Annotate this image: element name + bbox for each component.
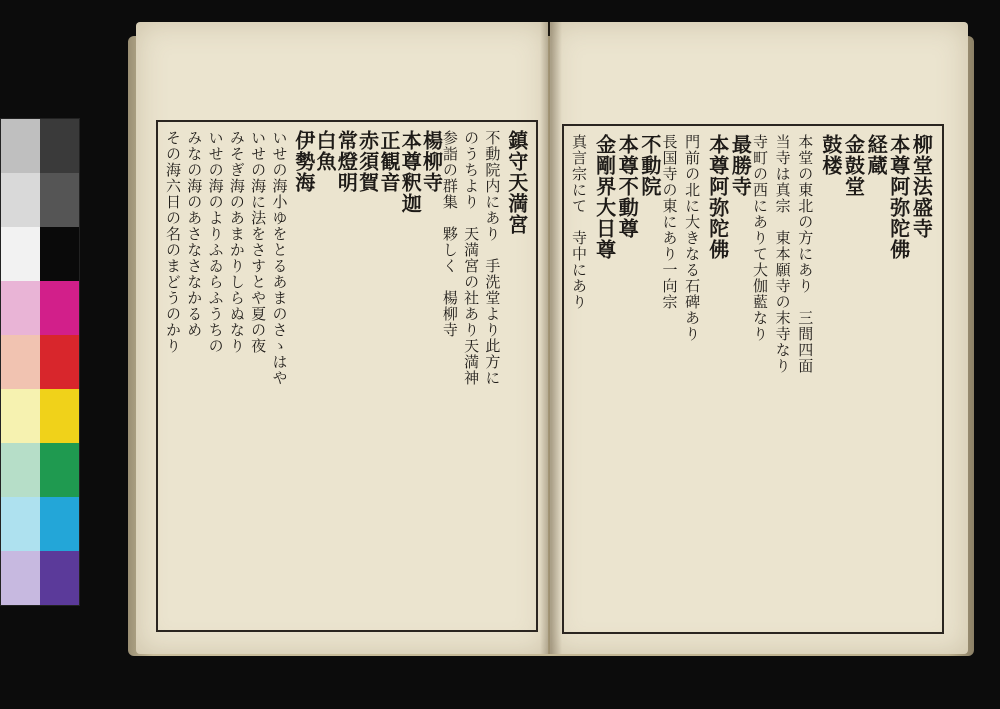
left-page <box>136 22 548 654</box>
right-page-frame <box>562 124 944 634</box>
text-column: みそぎ海のあまかりしらぬなり <box>227 130 246 354</box>
color-swatch <box>1 173 40 227</box>
text-column: 不動院 <box>637 134 662 197</box>
text-column: 本堂の東北の方にあり 三間四面 <box>796 134 815 374</box>
text-column: 赤須賀 <box>355 130 380 193</box>
color-swatch <box>40 443 79 497</box>
text-column: みなの海のあさなさなかるめ <box>185 130 204 338</box>
text-column: 真言宗にて 寺中にあり <box>570 134 588 310</box>
text-column: 白魚 <box>313 130 338 172</box>
text-column: 柳堂法盛寺 <box>909 134 934 239</box>
text-column: 当寺は真宗 東本願寺の末寺なり <box>773 134 792 374</box>
color-swatch <box>40 551 79 605</box>
color-swatch <box>40 389 79 443</box>
text-column: 本尊不動尊 <box>615 134 640 239</box>
text-column: 本尊阿弥陀佛 <box>886 134 911 260</box>
color-swatch <box>1 335 40 389</box>
color-swatch <box>40 281 79 335</box>
text-column: 寺町の西にありて大伽藍なり <box>751 134 769 342</box>
text-column: 金剛界大日尊 <box>592 134 617 260</box>
text-column: 不動院内にあり 手洗堂より此方に <box>483 130 502 386</box>
text-column: 金鼓堂 <box>841 134 866 197</box>
color-calibration-strip <box>0 118 80 606</box>
text-column: 本尊釈迦 <box>398 130 423 214</box>
text-column: 長国寺の東にあり一向宗 <box>660 134 679 310</box>
text-column: 経蔵 <box>864 134 889 176</box>
open-book <box>128 22 974 662</box>
color-swatch <box>40 335 79 389</box>
text-column: 門前の北に大きなる石碑あり <box>683 134 702 342</box>
text-column: 参詣の群集 夥しく 楊柳寺 <box>440 130 459 338</box>
right-page <box>550 22 968 654</box>
color-swatch <box>1 281 40 335</box>
color-swatch <box>1 443 40 497</box>
text-column: 本尊阿弥陀佛 <box>705 134 730 260</box>
color-swatch <box>1 497 40 551</box>
color-swatch <box>40 173 79 227</box>
text-column: 最勝寺 <box>728 134 753 197</box>
color-swatch <box>1 389 40 443</box>
text-column: 正観音 <box>376 130 401 193</box>
text-column: のうちより 天満宮の社あり天満神 <box>462 130 481 386</box>
color-swatch <box>1 551 40 605</box>
color-swatch <box>40 227 79 281</box>
color-swatch <box>40 497 79 551</box>
color-swatch <box>40 119 79 173</box>
color-swatch <box>1 227 40 281</box>
text-column: 鼓楼 <box>818 134 843 176</box>
text-column: 楊柳寺 <box>419 130 444 193</box>
text-column: 鎮守天満宮 <box>504 130 529 235</box>
text-column: いせの海小ゆをとるあまのさゝはや <box>270 130 289 386</box>
text-column: その海六日の名のまどうのかり <box>164 130 182 354</box>
book-gutter <box>540 22 562 654</box>
text-column: いせの海のよりふゐらふうちの <box>206 130 225 354</box>
color-swatch <box>1 119 40 173</box>
text-column: 伊勢海 <box>291 130 316 193</box>
text-column: いせの海に法をさすとや夏の夜 <box>249 130 268 354</box>
text-column: 常燈明 <box>334 130 359 193</box>
left-page-frame <box>156 120 538 632</box>
